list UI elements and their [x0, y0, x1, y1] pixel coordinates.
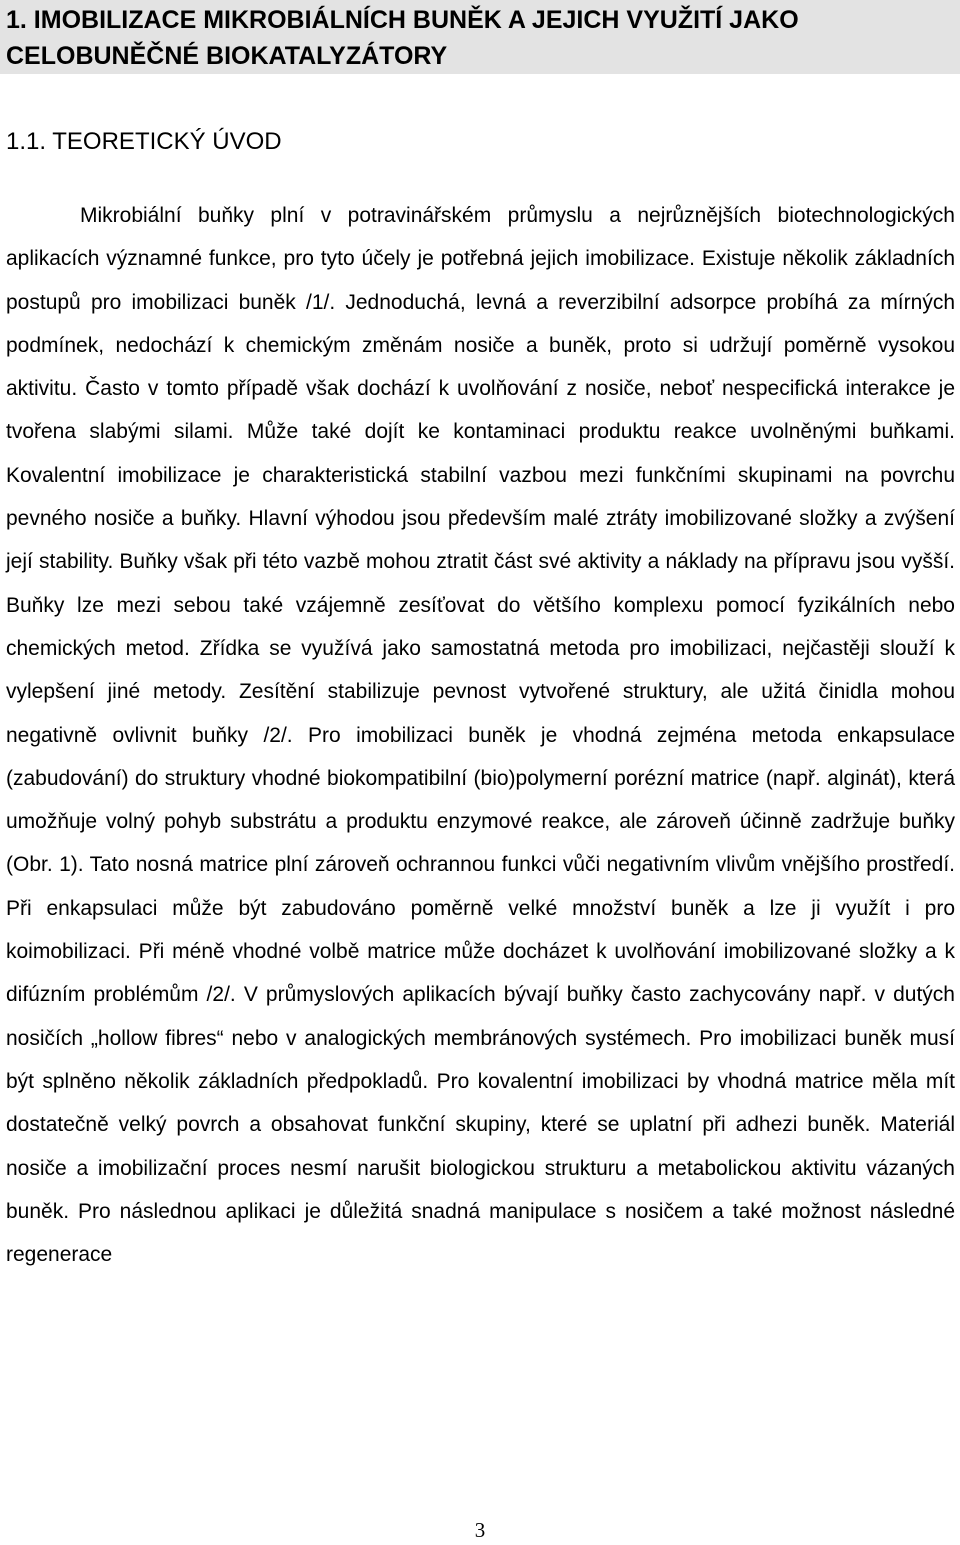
chapter-title: 1. IMOBILIZACE MIKROBIÁLNÍCH BUNĚK A JEJICH VYUŽITÍ JAKO CELOBUNĚČNÉ BIOKATALYZÁTORY [6, 6, 799, 70]
body-paragraph: Mikrobiální buňky plní v potravinářském průmyslu a nejrůznějších biotechnologických aplikacích významné funkce, pro tyto účely je potřebná jejich imobilizace. Existuje několik základních postupů pro imobilizaci buněk /1/. Jednoduchá, levná a reverzibilní adsorpce probíhá za mírných podmínek, nedochází k chemickým změnám nosiče a buněk, proto si udržují poměrně vysokou aktivitu. Často v tomto případě však dochází k uvolňování z nosiče, neboť nespecifická interakce je tvořena slabými silami. Může také dojít ke kontaminaci produktu reakce uvolněnými buňkami. Kovalentní imobilizace je charakteristická stabilní vazbou mezi funkčními skupinami na povrchu pevného nosiče a buňky. Hlavní výhodou jsou především malé ztráty imobilizované složky a zvýšení její stability. Buňky však při této vazbě mohou ztratit část své aktivity a náklady na přípravu jsou vyšší. Buňky lze mezi sebou také vzájemně zesíťovat do většího komplexu pomocí fyzikálních nebo chemických metod. Zřídka se využívá jako samostatná metoda pro imobilizaci, nejčastěji slouží k vylepšení jiné metody. Zesítění stabilizuje pevnost vytvořené struktury, ale užitá činidla mohou negativně ovlivnit buňky /2/. Pro imobilizaci buněk je vhodná zejména metoda enkapsulace (zabudování) do struktury vhodné biokompatibilní (bio)polymerní porézní matrice (např. alginát), která umožňuje volný pohyb substrátu a produktu enzymové reakce, ale zároveň účinně zadržuje buňky (Obr. 1). Tato nosná matrice plní zároveň ochrannou funkci vůči negativním vlivům vnějšího prostředí. Při enkapsulaci může být zabudováno poměrně velké množství buněk a lze ji využít i pro koimobilizaci. Při méně vhodné volbě matrice může docházet k uvolňování imobilizované složky a k difúzním problémům /2/. V průmyslových aplikacích bývají buňky často zachycovány např. v dutých nosičích „hollow fibres“ nebo v analogických membránových systémech. Pro imobilizaci buněk musí být splněno několik základních předpokladů. Pro kovalentní imobilizaci by vhodná matrice měla mít dostatečně velký povrch a obsahovat funkční skupiny, které se uplatní při adhezi buněk. Materiál nosiče a imobilizační proces nesmí narušit biologickou strukturu a metabolickou aktivitu vázaných buněk. Pro následnou aplikaci je důležitá snadná manipulace s nosičem a také možnost následné regenerace [6, 204, 955, 1267]
page-number: 3 [474, 1518, 486, 1542]
section-title: 1.1. TEORETICKÝ ÚVOD [6, 128, 282, 155]
